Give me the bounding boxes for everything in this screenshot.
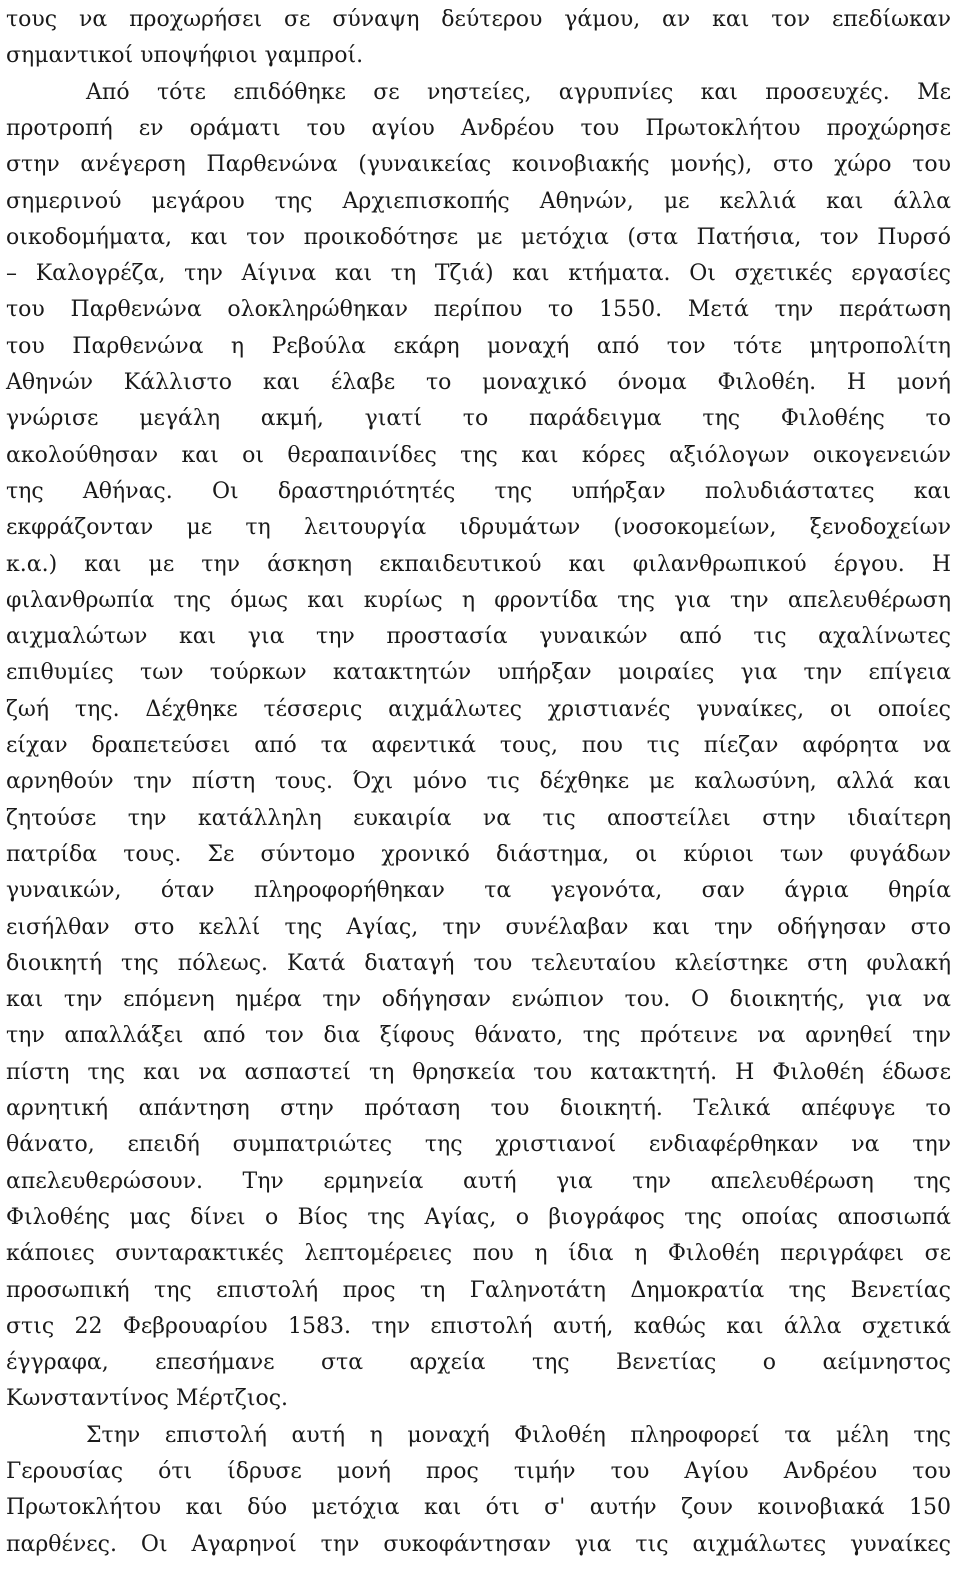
text-line: στην ανέγερση Παρθενώνα (γυναικείας κοινοβιακής μονής), στο χώρο του: [6, 152, 951, 178]
text-line: ζωή της. Δέχθηκε τέσσερις αιχμάλωτες χριστιανές γυναίκες, οι οποίες: [6, 696, 951, 722]
text-line: γυναικών, όταν πληροφορήθηκαν τα γεγονότα, σαν άγρια θηρία: [6, 878, 951, 904]
text-line: Πρωτοκλήτου και δύο μετόχια και ότι σ' αυτήν ζουν κοινοβιακά 150: [6, 1495, 951, 1521]
text-line: Στην επιστολή αυτή η μοναχή Φιλοθέη πληροφορεί τα μέλη της: [86, 1422, 951, 1448]
text-line: σημερινού μεγάρου της Αρχιεπισκοπής Αθηνών, με κελλιά και άλλα: [6, 188, 951, 214]
text-line: Φιλοθέης μας δίνει ο Βίος της Αγίας, ο βιογράφος της οποίας αποσιωπά: [6, 1204, 951, 1230]
text-line: του Παρθενώνα η Ρεβούλα εκάρη μοναχή από τον τότε μητροπολίτη: [6, 333, 951, 359]
text-line: είχαν δραπετεύσει από τα αφεντικά τους, που τις πίεζαν αφόρητα να: [6, 733, 951, 758]
text-line: οικοδομήματα, και τον προικοδότησε με μετόχια (στα Πατήσια, τον Πυρσό: [6, 224, 951, 250]
text-line: έγγραφα, επεσήμανε στα αρχεία της Βενετίας ο αείμνηστος: [6, 1350, 951, 1376]
text-line: ζητούσε την κατάλληλη ευκαιρία να τις αποστείλει στην ιδιαίτερη: [6, 805, 951, 831]
text-line: της Αθήνας. Οι δραστηριότητές της υπήρξαν πολυδιάστατες και: [6, 478, 951, 504]
text-line: Αθηνών Κάλλιστο και έλαβε το μοναχικό όνομα Φιλοθέη. Η μονή: [6, 370, 951, 395]
text-line: προτροπή εν οράματι του αγίου Ανδρέου του Πρωτοκλήτου προχώρησε: [6, 115, 951, 141]
text-line: – Καλογρέζα, την Αίγινα και τη Τζιά) και κτήματα. Οι σχετικές εργασίες: [6, 261, 951, 287]
text-line: κ.α.) και με την άσκηση εκπαιδευτικού και φιλανθρωπικού έργου. Η: [6, 551, 951, 577]
text-line: στις 22 Φεβρουαρίου 1583. την επιστολή αυτή, καθώς και άλλα σχετικά: [6, 1313, 951, 1339]
text-line: πίστη της και να ασπαστεί τη θρησκεία του κατακτητή. Η Φιλοθέη έδωσε: [6, 1059, 951, 1085]
text-line: θάνατο, επειδή συμπατριώτες της χριστιανοί ενδιαφέρθηκαν να την: [6, 1132, 951, 1158]
text-line: και την επόμενη ημέρα την οδήγησαν ενώπιον του. Ο διοικητής, για να: [6, 987, 951, 1013]
text-line: σημαντικοί υποψήφιοι γαμπροί.: [6, 43, 364, 69]
text-line: εισήλθαν στο κελλί της Αγίας, την συνέλαβαν και την οδήγησαν στο: [6, 914, 951, 940]
text-line: του Παρθενώνα ολοκληρώθηκαν περίπου το 1550. Μετά την περάτωση: [6, 297, 951, 323]
text-line: τους να προχωρήσει σε σύναψη δεύτερου γάμου, αν και τον επεδίωκαν: [6, 7, 951, 32]
text-line: επιθυμίες των τούρκων κατακτητών υπήρξαν μοιραίες για την επίγεια: [6, 660, 951, 686]
text-line: διοικητή της πόλεως. Κατά διαταγή του τελευταίου κλείστηκε στη φυλακή: [6, 950, 951, 976]
text-line: φιλανθρωπία της όμως και κυρίως η φροντίδα της για την απελευθέρωση: [6, 587, 951, 613]
text-line: Γερουσίας ότι ίδρυσε μονή προς τιμήν του Αγίου Ανδρέου του: [6, 1459, 951, 1484]
text-line: Κωνσταντίνος Μέρτζιος.: [6, 1386, 289, 1412]
text-line: αρνηθούν την πίστη τους. Όχι μόνο τις δέχθηκε με καλωσύνη, αλλά και: [6, 769, 951, 795]
text-line: την απαλλάξει από τον δια ξίφους θάνατο, της πρότεινε να αρνηθεί την: [6, 1023, 951, 1049]
text-line: προσωπική της επιστολή προς τη Γαληνοτάτη Δημοκρατία της Βενετίας: [6, 1277, 951, 1303]
text-line: απελευθερώσουν. Την ερμηνεία αυτή για την απελευθέρωση της: [6, 1168, 951, 1194]
text-line: αιχμαλώτων και για την προστασία γυναικών από τις αχαλίνωτες: [6, 624, 951, 650]
text-line: κάποιες συνταρακτικές λεπτομέρειες που η ίδια η Φιλοθέη περιγράφει σε: [6, 1241, 951, 1267]
text-line: αρνητική απάντηση στην πρόταση του διοικητή. Τελικά απέφυγε το: [6, 1096, 951, 1121]
text-line: παρθένες. Οι Αγαρηνοί την συκοφάντησαν για τις αιχμάλωτες γυναίκες: [6, 1531, 951, 1557]
text-line: εκφράζονταν με τη λειτουργία ιδρυμάτων (νοσοκομείων, ξενοδοχείων: [6, 515, 951, 541]
text-line: Από τότε επιδόθηκε σε νηστείες, αγρυπνίες και προσευχές. Με: [86, 79, 951, 105]
text-line: γνώρισε μεγάλη ακμή, γιατί το παράδειγμα της Φιλοθέης το: [6, 406, 951, 432]
text-line: ακολούθησαν και οι θεραπαινίδες της και κόρες αξιόλογων οικογενειών: [6, 442, 951, 468]
text-line: πατρίδα τους. Σε σύντομο χρονικό διάστημα, οι κύριοι των φυγάδων: [6, 841, 951, 867]
